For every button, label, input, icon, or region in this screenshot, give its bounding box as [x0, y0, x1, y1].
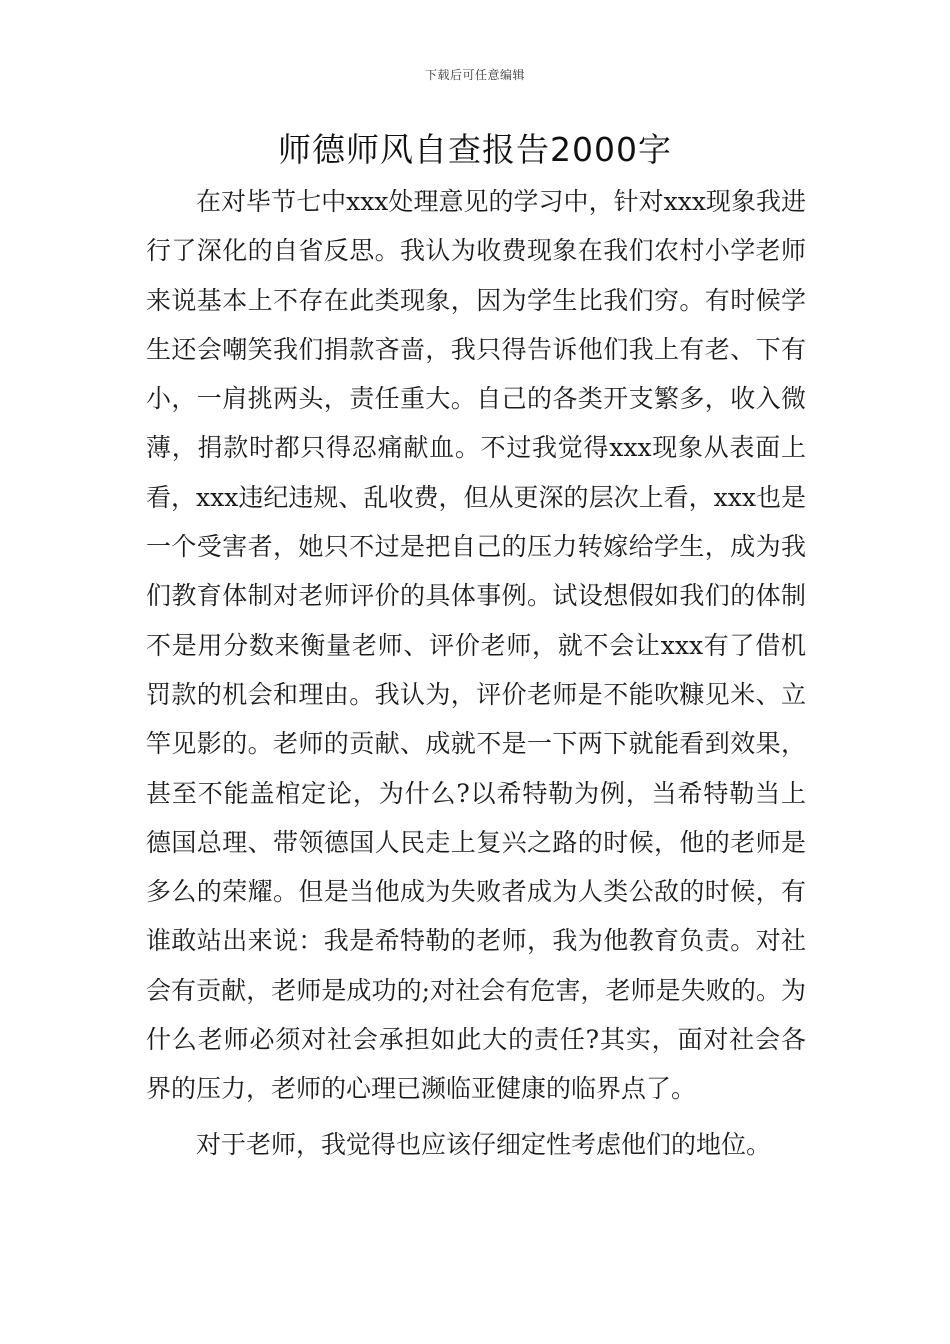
document-body — [146, 177, 806, 1169]
document-title: 师德师风自查报告2000字 — [278, 130, 672, 169]
header-note: 下载后可任意编辑 — [424, 68, 525, 82]
paragraph-2: 对于老师，我觉得也应该仔细定性考虑他们的地位。 — [196, 1129, 772, 1159]
paragraph-1: 在对毕节七中xxx处理意见的学习中，针对xxx现象我进行了深化的自省反思。我认为收费现象在我们农村小学老师来说基本上不存在此类现象，因为学生比我们穷。有时候学生还会嘲笑我们捐款吝啬，我只得告诉他们我上有老、下有小，一肩挑两头，责任重大。自己的各类开支繁多，收入微薄，捐款时都只得忍痛献血。不过我觉得xxx现象从表面上看，xxx违纪违规、乱收费，但从更深的层次上看，xxx也是一个受害者，她只不过是把自己的压力转嫁给学生，成为我们教育体制对老师评价的具体事例。试设想假如我们的体制不是用分数来衡量老师、评价老师，就不会让xxx有了借机罚款的机会和理由。我认为，评价老师是不能吹糠见米、立竿见影的。老师的贡献、成就不是一下两下就能看到效果，甚至不能盖棺定论，为什么?以希特勒为例，当希特勒当上德国总理、带领德国人民走上复兴之路的时候，他的老师是多么的荣耀。但是当他成为失败者成为人类公敌的时候，有谁敢站出来说：我是希特勒的老师，我为他教育负责。对社会有贡献，老师是成功的;对社会有危害，老师是失败的。为什么老师必须对社会承担如此大的责任?其实，面对社会各界的压力，老师的心理已濒临亚健康的临界点了。 — [146, 187, 806, 1104]
